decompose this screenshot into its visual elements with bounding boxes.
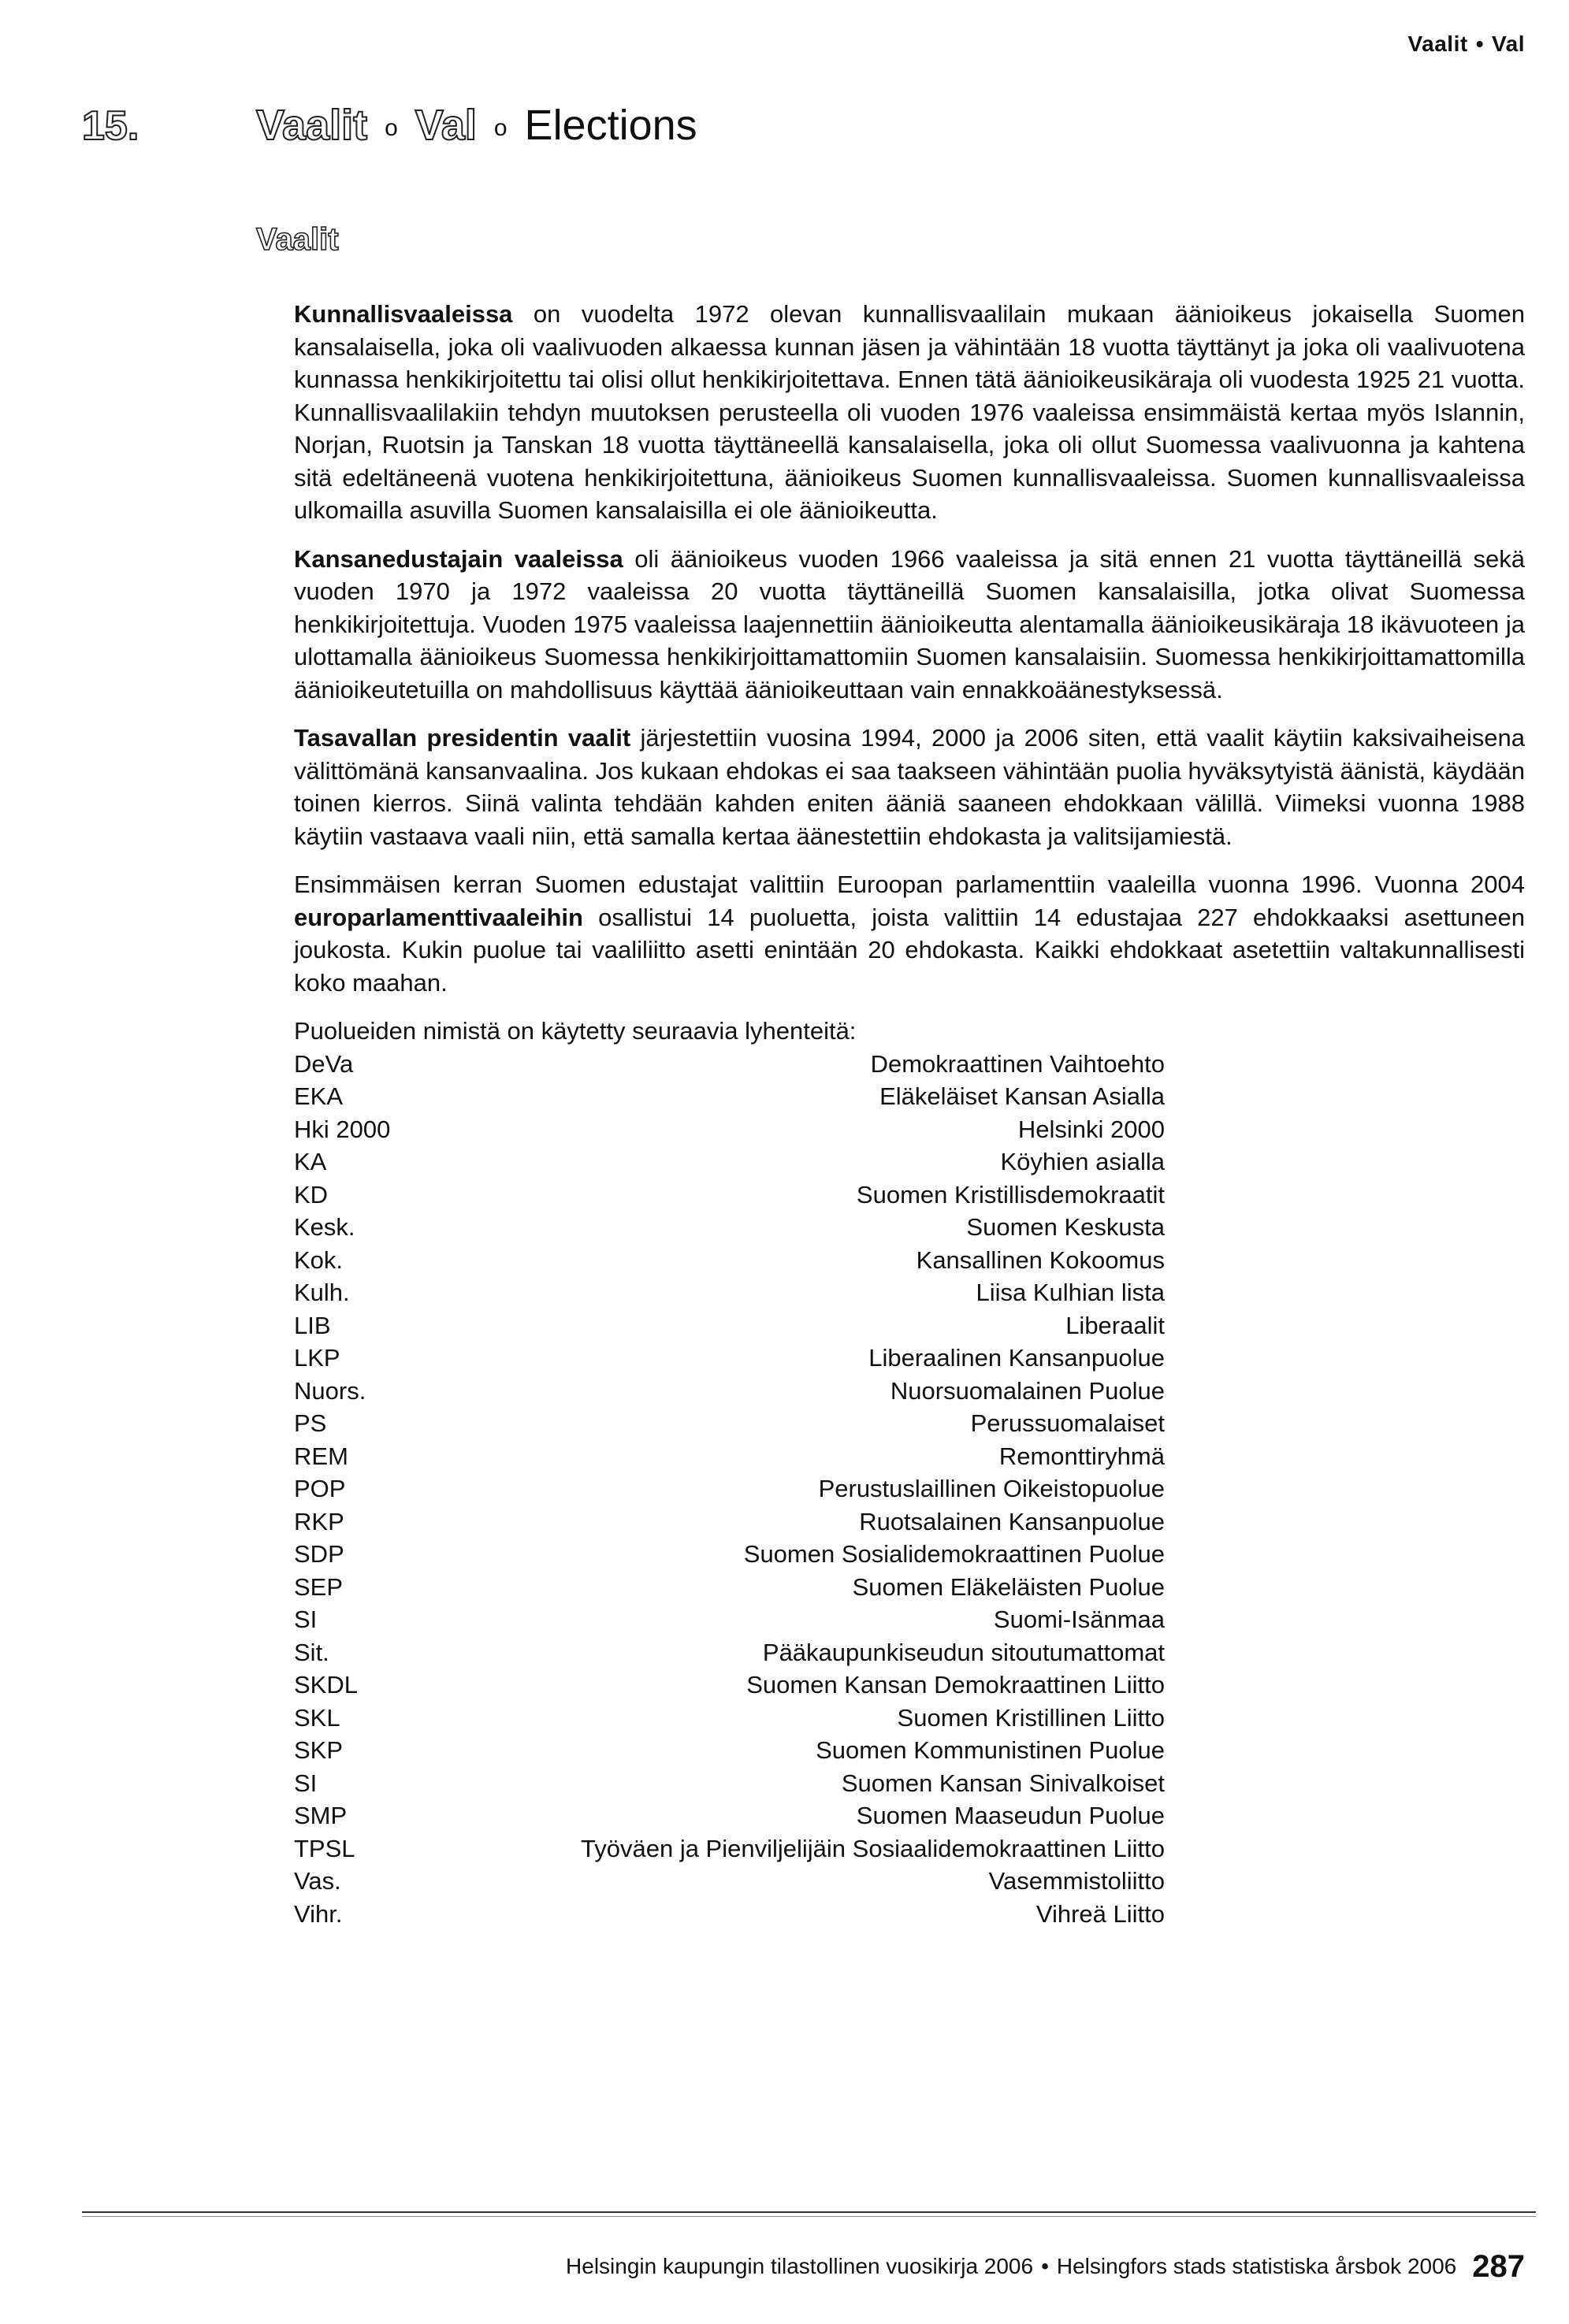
abbreviation-code: SMP — [294, 1802, 348, 1829]
abbreviation-name: Nuorsuomalainen Puolue — [890, 1376, 1165, 1405]
abbreviation-name: Suomen Sosialidemokraattinen Puolue — [743, 1540, 1165, 1568]
abbreviation-row — [294, 1375, 1165, 1408]
abbreviation-row — [294, 1571, 1165, 1604]
running-head — [1408, 32, 1525, 57]
abbreviation-row — [294, 1734, 1165, 1767]
footer-title-fi: Helsingin kaupungin tilastollinen vuosikirja 2006 — [566, 2254, 1034, 2278]
abbreviation-row — [294, 1636, 1165, 1669]
abbreviation-row — [294, 1865, 1165, 1898]
chapter-title-separator-2: o — [493, 114, 508, 141]
abbreviation-code: REM — [294, 1442, 348, 1470]
abbreviation-name: Suomen Maaseudun Puolue — [856, 1802, 1165, 1829]
abbreviation-name: Perustuslaillinen Oikeistopuolue — [818, 1475, 1165, 1502]
paragraph-text: oli äänioikeus vuoden 1966 vaaleissa ja sitä ennen 21 vuotta täyttäneillä sekä vuoden 1970 ja 1972 vaaleissa 20 vuotta täyttäneillä Suomen kansalaisilla, jotka olivat Suomessa henkikirjoitettuja. Vuoden 1975 vaaleissa laajennettiin äänioikeutta alentamalla äänioikeusikäraja 18 ikävuoteen ja ulottamalla äänioikeus Suomessa henkikirjoittamattomiin Suomen kansalaisiin. Suomessa henkikirjoittamattomilla äänioikeutetuilla on mahdollisuus käyttää äänioikeuttaan vain ennakkoäänestyksessä. — [294, 544, 1525, 704]
abbreviation-row — [294, 1309, 1165, 1342]
abbreviation-code: Sit. — [294, 1638, 329, 1666]
abbreviation-code: Vas. — [294, 1867, 341, 1895]
abbreviation-code: LIB — [294, 1311, 331, 1339]
running-head-sv: Val — [1492, 32, 1525, 56]
paragraph-text-post: osallistui 14 puoluetta, joista valittiin 14 edustajaa 227 ehdokkaaksi asettuneen joukosta. Kukin puolue tai vaaliliitto asetti enintään 20 ehdokasta. Kaikki ehdokkaat asetettiin valtakunnallisesti koko maahan. — [294, 903, 1525, 997]
abbreviation-code: SI — [294, 1769, 318, 1797]
paragraph-text: järjestettiin vuosina 1994, 2000 ja 2006 siten, että vaalit käytiin kaksivaiheisena välittömänä kansanvaalina. Jos kukaan ehdokas ei saa taakseen vähintään puolia hyväksytyistä äänistä, käydään toinen kierros. Siinä valinta tehdään kahden eniten ääniä saaneen ehdokkaan välillä. Viimeksi vuonna 1988 käytiin vastaava vaali niin, että samalla kertaa äänestettiin ehdokasta ja valitsijamiestä. — [294, 724, 1525, 850]
abbreviation-code: PS — [294, 1409, 327, 1437]
abbreviation-row — [294, 1048, 1165, 1081]
abbreviation-name: Liberaalinen Kansanpuolue — [868, 1344, 1165, 1372]
paragraph-text: on vuodelta 1972 olevan kunnallisvaalilain mukaan äänioikeus jokaisella Suomen kansalaisella, joka oli vaalivuoden alkaessa kunnan jäsen ja vähintään 18 vuotta täyttänyt ja joka oli vaalivuotena kunnassa henkikirjoitettu tai olisi ollut henkikirjoitettava. Ennen tätä äänioikeusikäraja oli vuodesta 1925 21 vuotta. Kunnallisvaalilakiin tehdyn muutoksen perusteella oli vuoden 1976 vaaleissa ensimmäistä kertaa myös Islannin, Norjan, Ruotsin ja Tanskan 18 vuotta täyttäneellä kansalaisella, joka oli ollut Suomessa vaalivuonna ja kahtena sitä edeltäneenä vuotena henkikirjoitettuna, äänioikeus Suomen kunnallisvaaleissa. Suomen kunnallisvaaleissa ulkomailla asuvilla Suomen kansalaisilla ei ole äänioikeutta. — [294, 300, 1525, 524]
abbreviation-name: Vasemmistoliitto — [988, 1867, 1165, 1895]
abbreviation-code: KA — [294, 1148, 327, 1175]
abbreviations-intro: Puolueiden nimistä on käytetty seuraavia lyhenteitä: — [294, 1017, 857, 1045]
abbreviation-name: Suomen Kansan Demokraattinen Liitto — [746, 1671, 1165, 1698]
abbreviation-code: Vihr. — [294, 1899, 343, 1928]
abbreviation-name: Pääkaupunkiseudun sitoutumattomat — [762, 1638, 1165, 1666]
running-head-separator: • — [1475, 32, 1485, 56]
abbreviation-name: Liisa Kulhian lista — [976, 1279, 1165, 1306]
abbreviation-row — [294, 1407, 1165, 1440]
abbreviation-row — [294, 1440, 1165, 1473]
abbreviation-code: Kulh. — [294, 1279, 350, 1306]
page-number: 287 — [1472, 2249, 1525, 2284]
abbreviation-row — [294, 1244, 1165, 1277]
abbreviation-code: POP — [294, 1475, 346, 1502]
abbreviation-name: Suomen Kristillisdemokraatit — [856, 1180, 1165, 1208]
paragraph-european-elections — [294, 868, 1525, 999]
chapter-title-en: Elections — [524, 102, 697, 149]
abbreviation-code: SKL — [294, 1703, 340, 1732]
chapter-title-fi: Vaalit — [256, 102, 368, 149]
abbreviation-code: TPSL — [294, 1834, 355, 1862]
abbreviation-code: KD — [294, 1180, 329, 1208]
footer-rule — [82, 2211, 1536, 2213]
abbreviation-row — [294, 1603, 1165, 1636]
abbreviation-code: SDP — [294, 1540, 344, 1568]
abbreviation-row — [294, 1898, 1165, 1931]
abbreviation-row — [294, 1472, 1165, 1505]
abbreviation-row — [294, 1211, 1165, 1244]
abbreviation-code: DeVa — [294, 1049, 354, 1078]
abbreviation-name: Suomen Kansan Sinivalkoiset — [841, 1769, 1165, 1797]
paragraph-presidential-elections — [294, 722, 1525, 852]
abbreviation-name: Suomen Kommunistinen Puolue — [816, 1736, 1165, 1764]
paragraph-text-pre: Ensimmäisen kerran Suomen edustajat valittiin Euroopan parlamenttiin vaaleilla vuonna 1996. Vuonna 2004 — [294, 871, 1525, 898]
abbreviation-row — [294, 1538, 1165, 1571]
chapter-title — [256, 101, 697, 150]
abbreviation-name: Suomen Keskusta — [966, 1213, 1165, 1241]
abbreviation-row — [294, 1799, 1165, 1832]
abbreviation-row — [294, 1080, 1165, 1113]
abbreviation-name: Helsinki 2000 — [1017, 1115, 1165, 1143]
paragraph-parliamentary-elections — [294, 543, 1525, 707]
footer-rule-thin — [82, 2216, 1536, 2217]
paragraph-lead: Kansanedustajain vaaleissa — [294, 544, 623, 573]
abbreviation-row — [294, 1702, 1165, 1735]
abbreviation-name: Eläkeläiset Kansan Asialla — [879, 1082, 1165, 1110]
footer-title-sv: Helsingfors stads statistiska årsbok 2006 — [1056, 2254, 1457, 2278]
abbreviation-row — [294, 1179, 1165, 1212]
abbreviation-name: Demokraattinen Vaihtoehto — [870, 1049, 1165, 1078]
footer-separator: • — [1041, 2254, 1049, 2278]
abbreviation-row — [294, 1832, 1165, 1866]
chapter-title-separator: o — [385, 114, 398, 141]
abbreviation-row — [294, 1505, 1165, 1539]
abbreviation-code: Nuors. — [294, 1376, 366, 1405]
abbreviation-code: Hki 2000 — [294, 1115, 391, 1143]
abbreviation-name: Remonttiryhmä — [998, 1442, 1165, 1470]
abbreviations-list — [294, 1048, 1165, 1931]
abbreviation-row — [294, 1767, 1165, 1800]
abbreviation-code: SI — [294, 1606, 318, 1633]
abbreviation-name: Perussuomalaiset — [970, 1409, 1165, 1437]
abbreviation-name: Suomi-Isänmaa — [993, 1606, 1165, 1633]
abbreviation-code: Kesk. — [294, 1213, 355, 1241]
abbreviation-code: Kok. — [294, 1246, 344, 1274]
abbreviation-row — [294, 1669, 1165, 1702]
abbreviation-code: RKP — [294, 1507, 344, 1535]
paragraph-bold-term: europarlamenttivaaleihin — [294, 903, 583, 931]
abbreviation-name: Työväen ja Pienviljelijäin Sosiaalidemokraattinen Liitto — [581, 1834, 1165, 1862]
paragraph-municipal-elections — [294, 298, 1525, 527]
paragraph-lead: Kunnallisvaaleissa — [294, 300, 513, 328]
abbreviation-name: Liberaalit — [1065, 1311, 1165, 1339]
abbreviation-row — [294, 1113, 1165, 1146]
paragraph-lead: Tasavallan presidentin vaalit — [294, 724, 631, 752]
abbreviation-name: Kansallinen Kokoomus — [916, 1246, 1165, 1274]
body-content — [294, 298, 1525, 1930]
section-title: Vaalit — [256, 222, 339, 257]
abbreviation-name: Ruotsalainen Kansanpuolue — [859, 1507, 1165, 1535]
chapter-title-sv: Val — [415, 102, 477, 149]
abbreviation-row — [294, 1276, 1165, 1309]
running-head-fi: Vaalit — [1407, 32, 1468, 56]
footer — [566, 2249, 1525, 2285]
abbreviation-code: EKA — [294, 1082, 344, 1110]
abbreviation-name: Suomen Eläkeläisten Puolue — [852, 1572, 1165, 1601]
abbreviation-code: SEP — [294, 1572, 344, 1601]
abbreviation-row — [294, 1342, 1165, 1375]
chapter-number: 15. — [82, 103, 139, 149]
abbreviation-code: LKP — [294, 1344, 340, 1372]
abbreviation-code: SKP — [294, 1736, 344, 1764]
abbreviation-row — [294, 1145, 1165, 1179]
abbreviation-code: SKDL — [294, 1671, 358, 1698]
abbreviation-name: Vihreä Liitto — [1035, 1899, 1165, 1928]
abbreviation-name: Suomen Kristillinen Liitto — [897, 1703, 1165, 1732]
abbreviation-name: Köyhien asialla — [1000, 1148, 1165, 1175]
